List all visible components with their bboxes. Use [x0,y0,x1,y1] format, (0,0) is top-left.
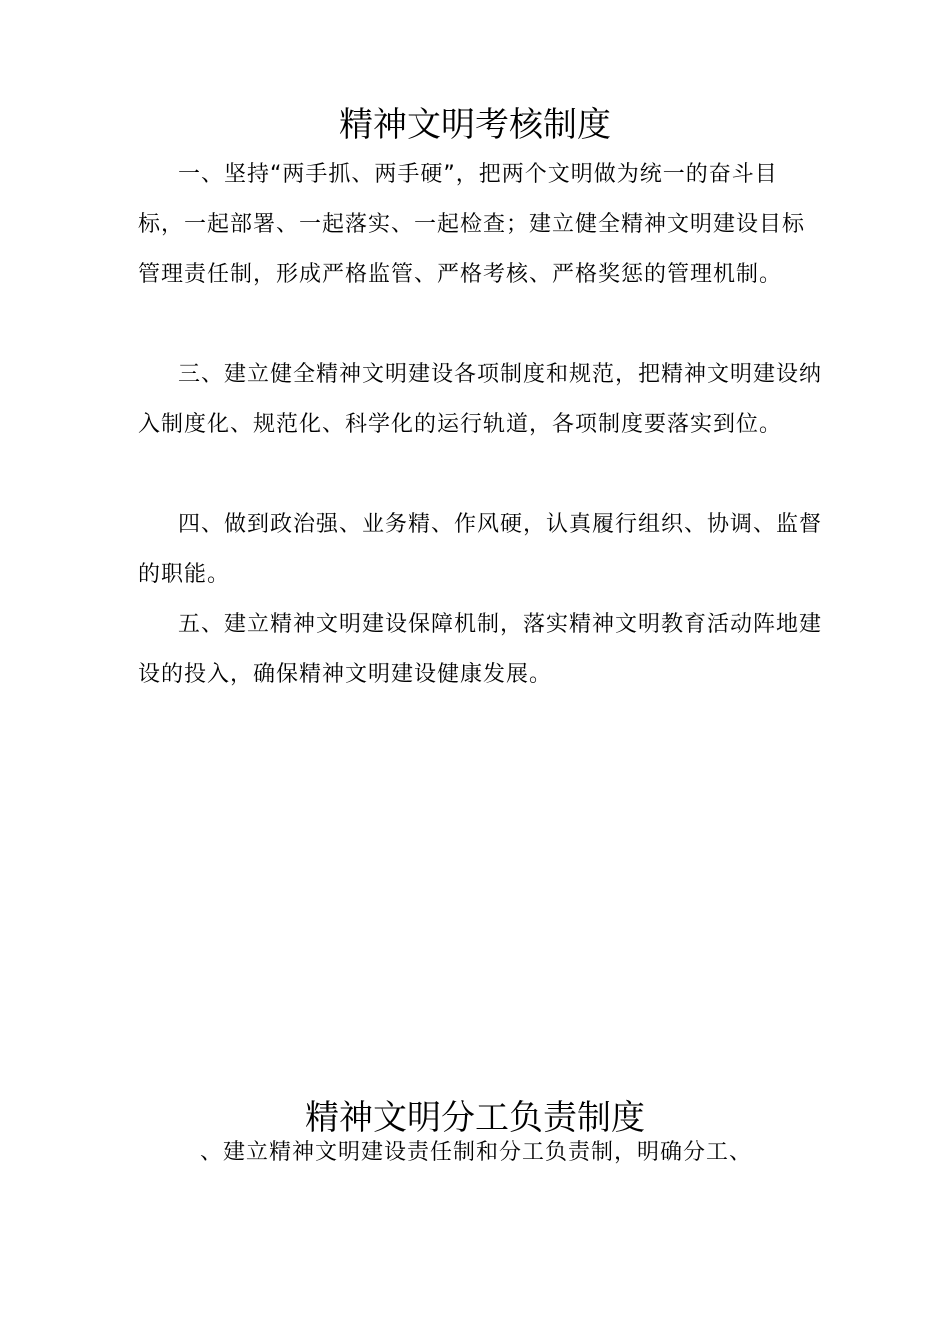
paragraph-3: 三、建立健全精神文明建设各项制度和规范，把精神文明建设纳入制度化、规范化、科学化的运行轨道，各项制度要落实到位。 [138,362,823,437]
document-title: 精神文明考核制度 [339,105,611,145]
paragraph-5: 五、建立精神文明建设保障机制，落实精神文明教育活动阵地建设的投入，确保精神文明建设健康发展。 [138,612,823,687]
paragraph-1: 一、坚持“两手抓、两手硬”，把两个文明做为统一的奋斗目标，一起部署、一起落实、一起检查；建立健全精神文明建设目标管理责任制，形成严格监管、严格考核、严格奖惩的管理机制。 [138,162,806,287]
second-document-first-line: 、建立精神文明建设责任制和分工负责制，明确分工、 [200,1140,753,1165]
paragraph-4: 四、做到政治强、业务精、作风硬，认真履行组织、协调、监督的职能。 [138,512,823,587]
second-document-title: 精神文明分工负责制度 [305,1098,645,1138]
